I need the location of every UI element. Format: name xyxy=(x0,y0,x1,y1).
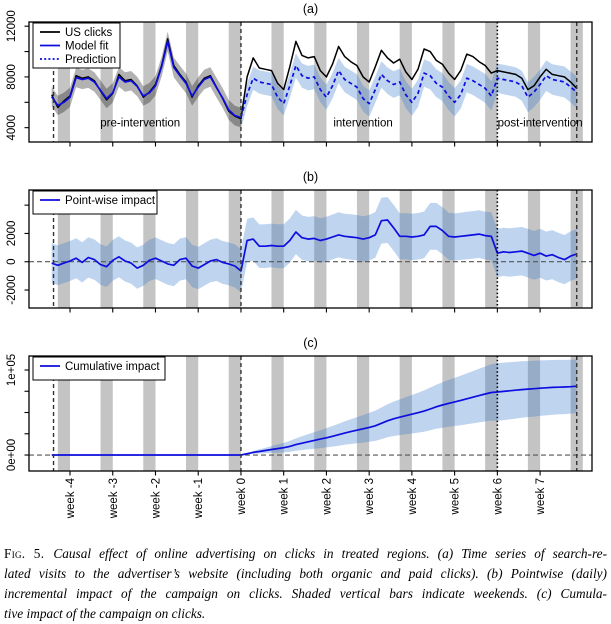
region-label: pre-intervention xyxy=(100,117,181,130)
caption-line-1 xyxy=(4,544,607,564)
figure-number: Fig. 5. xyxy=(4,546,45,561)
figure-caption xyxy=(0,540,611,624)
week-label: week 4 xyxy=(406,478,419,515)
caption-line-4: tive impact of the campaign on clicks. xyxy=(4,606,206,621)
week-label: week -4 xyxy=(65,478,77,519)
region-label: intervention xyxy=(333,117,393,130)
weekend-bar xyxy=(229,356,241,471)
week-label: week 6 xyxy=(492,478,505,515)
panel-title-b: (b) xyxy=(302,170,319,184)
legend-label: US clicks xyxy=(65,27,113,39)
weekend-bar xyxy=(271,356,283,471)
y-tick-label: 1e+05 xyxy=(6,353,18,387)
week-label: week -1 xyxy=(193,478,206,519)
y-tick-label: 12000 xyxy=(6,10,18,43)
caption-line-3: incremental impact of the campaign on clicks. Shaded vertical bars indicate weekends. (c) Cumula- xyxy=(4,586,607,601)
caption-text: Causal effect of online advertising on clicks in treated regions. (a) Time series of search-re- xyxy=(53,546,607,561)
legend-label: Point-wise impact xyxy=(65,195,156,207)
week-label: week -2 xyxy=(150,478,163,519)
week-label: week 3 xyxy=(364,478,377,515)
week-label: week 1 xyxy=(278,478,291,515)
legend-label: Model fit xyxy=(65,40,109,53)
y-tick-label: -2000 xyxy=(6,275,18,305)
panel-title-c: (c) xyxy=(303,336,318,350)
week-label: week 5 xyxy=(449,478,462,515)
week-label: week 7 xyxy=(535,478,548,515)
week-label: week 2 xyxy=(321,478,334,515)
weekend-bar xyxy=(357,356,369,471)
weekend-bar xyxy=(186,356,198,471)
weekend-bar xyxy=(314,356,326,471)
week-label: week -3 xyxy=(107,478,120,519)
legend-label: Prediction xyxy=(65,54,117,66)
y-tick-label: 0 xyxy=(6,258,18,265)
y-tick-label: 2000 xyxy=(6,220,18,247)
panel-title-a: (a) xyxy=(302,2,319,16)
week-label: week 0 xyxy=(236,478,248,515)
y-tick-label: 4000 xyxy=(6,114,18,141)
legend-label: Cumulative impact xyxy=(65,361,160,373)
y-tick-label: 0e+00 xyxy=(6,438,18,472)
y-tick-label: 8000 xyxy=(6,64,18,90)
region-label: post-intervention xyxy=(497,117,583,130)
caption-line-2: lated visits to the advertiser’s website (including both organic and paid clicks). (b) Pointwise (daily) xyxy=(4,566,607,581)
